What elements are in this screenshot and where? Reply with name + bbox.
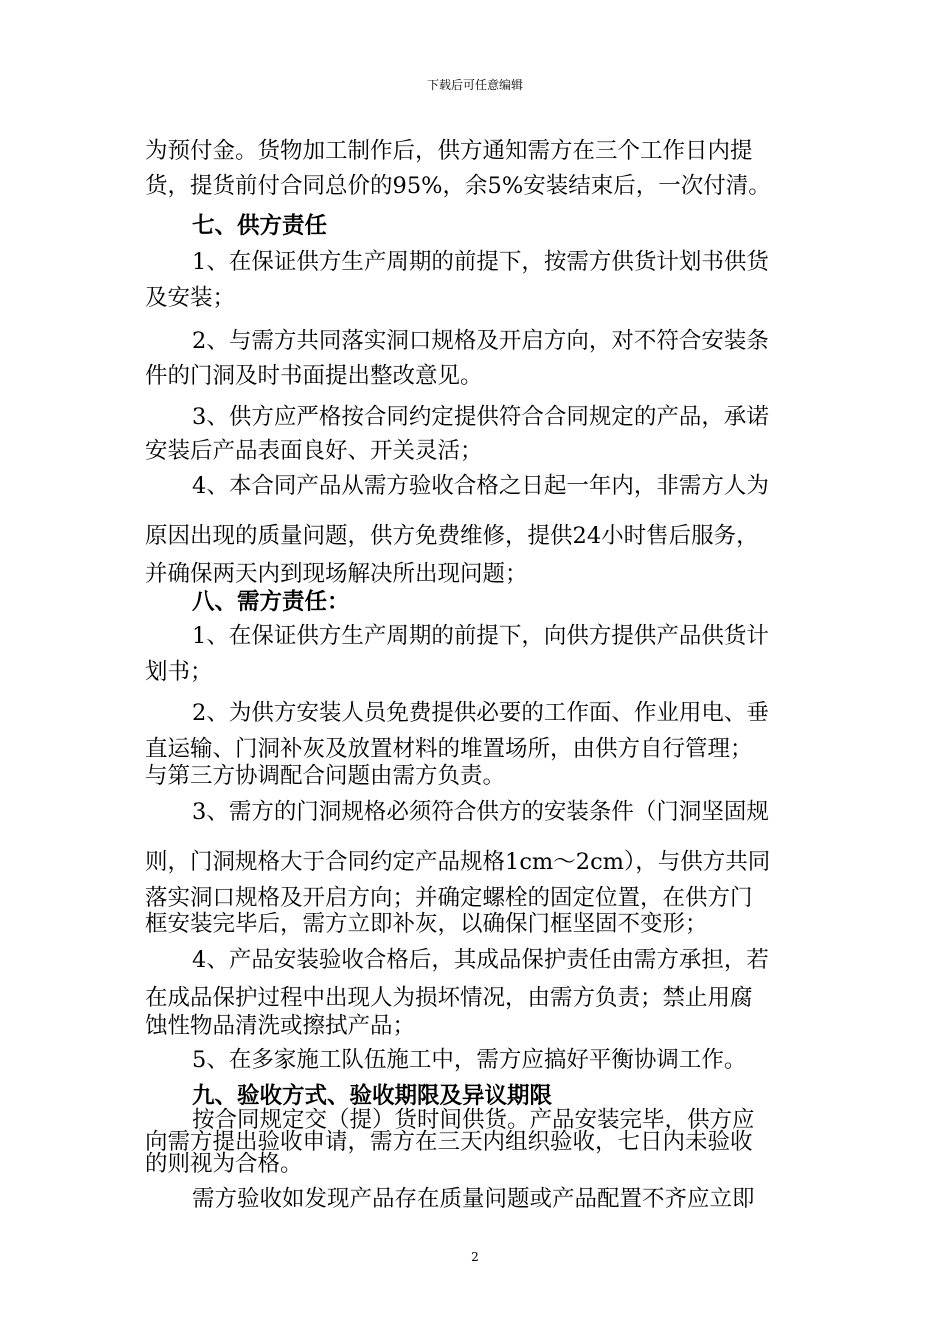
body-text-line: 则，门洞规格大于合同约定产品规格1cm～2cm），与供方共同	[145, 849, 771, 875]
body-text-line: 原因出现的质量问题，供方免费维修，提供24小时售后服务，	[145, 523, 759, 549]
body-text-line: 为预付金。货物加工制作后，供方通知需方在三个工作日内提	[145, 138, 753, 164]
section-heading: 七、供方责任	[192, 213, 328, 239]
body-text-line: 的则视为合格。	[145, 1151, 303, 1177]
section-heading: 八、需方责任：	[192, 589, 350, 615]
body-text-line: 5、在多家施工队伍施工中，需方应搞好平衡协调工作。	[192, 1047, 747, 1073]
body-text-line: 货，提货前付合同总价的95%，余5%安装结束后，一次付清。	[145, 173, 771, 199]
body-text-line: 需方验收如发现产品存在质量问题或产品配置不齐应立即	[192, 1186, 755, 1212]
body-text-line: 1、在保证供方生产周期的前提下，按需方供货计划书供货	[192, 249, 769, 275]
body-text-line: 按合同规定交（提）货时间供货。产品安装完毕，供方应	[192, 1107, 755, 1133]
page-number: 2	[471, 1250, 479, 1264]
body-text-line: 4、产品安装验收合格后，其成品保护责任由需方承担，若	[192, 947, 769, 973]
body-text-line: 2、为供方安装人员免费提供必要的工作面、作业用电、垂	[192, 700, 769, 726]
body-text-line: 件的门洞及时书面提出整改意见。	[145, 363, 483, 389]
body-text-line: 2、与需方共同落实洞口规格及开启方向，对不符合安装条	[192, 328, 769, 354]
body-text-line: 3、需方的门洞规格必须符合供方的安装条件（门洞坚固规	[192, 799, 769, 825]
body-text-line: 划书；	[145, 659, 213, 685]
body-text-line: 向需方提出验收申请，需方在三天内组织验收，七日内未验收	[145, 1129, 753, 1155]
body-text-line: 及安装；	[145, 285, 236, 311]
body-text-line: 并确保两天内到现场解决所出现问题；	[145, 561, 528, 587]
body-text-line: 与第三方协调配合问题由需方负责。	[145, 763, 506, 789]
body-text-line: 安装后产品表面良好、开关灵活；	[145, 438, 483, 464]
body-text-line: 4、本合同产品从需方验收合格之日起一年内，非需方人为	[192, 473, 769, 499]
body-text-line: 在成品保护过程中出现人为损坏情况，由需方负责；禁止用腐	[145, 985, 753, 1011]
body-text-line: 框安装完毕后，需方立即补灰，以确保门框坚固不变形；	[145, 911, 708, 937]
body-text-line: 3、供方应严格按合同约定提供符合合同规定的产品，承诺	[192, 404, 769, 430]
page-header: 下载后可任意编辑	[426, 78, 523, 92]
body-text-line: 落实洞口规格及开启方向；并确定螺栓的固定位置，在供方门	[145, 885, 753, 911]
body-text-line: 蚀性物品清洗或擦拭产品；	[145, 1013, 416, 1039]
body-text-line: 1、在保证供方生产周期的前提下，向供方提供产品供货计	[192, 623, 769, 649]
body-text-line: 直运输、门洞补灰及放置材料的堆置场所，由供方自行管理；	[145, 736, 753, 762]
section-heading: 九、验收方式、验收期限及异议期限	[192, 1083, 553, 1109]
